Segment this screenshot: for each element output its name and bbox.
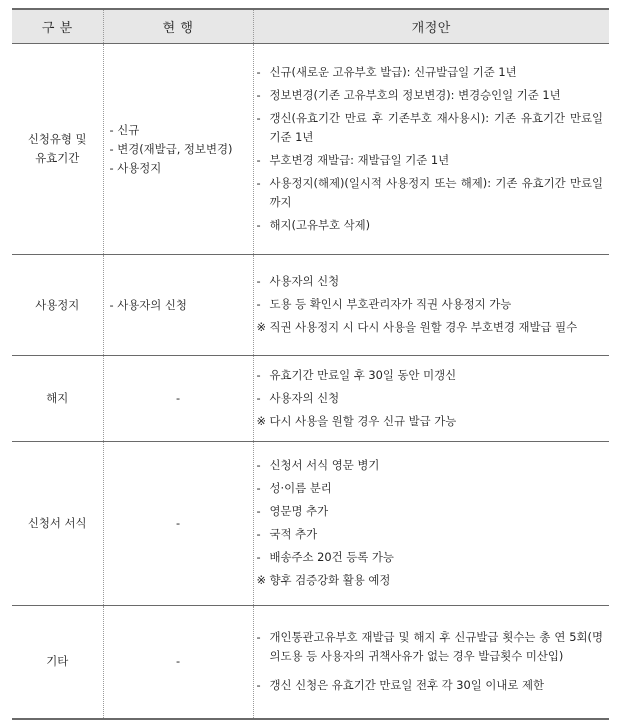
note-mark: ※: [256, 320, 267, 334]
revised-text: 갱신(유효기간 만료 후 기존부호 재사용시): 기존 유효기간 만료일 기준 1년: [269, 110, 603, 144]
current-cell: [103, 606, 253, 719]
current-item: - 사용정지: [109, 160, 162, 175]
table-row-termination: [12, 356, 609, 442]
revised-item: [257, 151, 610, 170]
revised-cell: [253, 442, 609, 606]
header-current: 현 행: [103, 9, 253, 44]
bullet-mark: -: [256, 217, 261, 232]
bullet-mark: -: [256, 677, 261, 692]
current-item: -: [175, 516, 181, 530]
category-line: 기타: [46, 654, 69, 669]
revised-item: [257, 366, 610, 385]
revised-text: 해지(고유부호 삭제): [269, 217, 371, 232]
revised-text: 배송주소 20건 등록 가능: [269, 550, 394, 564]
bullet-mark: -: [256, 550, 261, 564]
revised-item: [257, 272, 610, 291]
revised-item: [257, 109, 610, 147]
revised-cell: [253, 255, 609, 356]
bullet-mark: -: [256, 458, 261, 472]
bullet-mark: -: [256, 152, 261, 167]
bullet-mark: -: [256, 629, 261, 644]
note-mark: ※: [256, 573, 267, 587]
revised-item: [257, 318, 610, 337]
revised-item: [257, 86, 610, 105]
bullet-mark: -: [256, 504, 261, 518]
current-item: - 사용자의 신청: [109, 297, 187, 312]
revised-item: [257, 548, 610, 567]
category-line: 사용정지: [35, 297, 80, 312]
bullet-mark: -: [256, 367, 261, 382]
revised-cell: [253, 356, 609, 442]
revised-text: 직권 사용정지 시 다시 사용을 원할 경우 부호변경 재발급 필수: [269, 320, 578, 334]
category-cell: [12, 442, 103, 606]
revised-item: [257, 571, 610, 590]
bullet-mark: -: [256, 527, 261, 541]
revised-item: [257, 456, 610, 475]
revised-item: [257, 389, 610, 408]
revised-item: [257, 628, 610, 666]
revised-text: 신청서 서식 영문 병기: [269, 458, 380, 472]
revised-item: [257, 174, 610, 212]
current-cell: [103, 356, 253, 442]
bullet-mark: -: [256, 481, 261, 495]
revised-item: [257, 525, 610, 544]
category-cell: [12, 606, 103, 719]
revised-text: 국적 추가: [269, 527, 318, 541]
table-row-form: [12, 442, 609, 606]
revised-item: [257, 479, 610, 498]
comparison-table: [12, 8, 609, 720]
revised-item: [257, 502, 610, 521]
revised-text: 유효기간 만료일 후 30일 동안 미갱신: [269, 367, 457, 382]
current-item: -: [175, 391, 181, 405]
revised-text: 영문명 추가: [269, 504, 329, 518]
table-row-application-type: [12, 44, 609, 255]
current-item: - 변경(재발급, 정보변경): [109, 141, 233, 156]
header-revised: 개정안: [253, 9, 609, 44]
revised-cell: [253, 44, 609, 255]
current-cell: [103, 255, 253, 356]
category-cell: [12, 356, 103, 442]
revised-text: 도용 등 확인시 부호관리자가 직권 사용정지 가능: [269, 297, 512, 311]
revised-item: [257, 63, 610, 82]
bullet-mark: -: [256, 297, 261, 311]
revised-item: [257, 216, 610, 235]
revised-text: 사용자의 신청: [269, 274, 340, 288]
revised-item: [257, 412, 610, 431]
bullet-mark: -: [256, 110, 261, 125]
category-cell: [12, 255, 103, 356]
table-row-suspension: [12, 255, 609, 356]
revised-cell: [253, 606, 609, 719]
revised-text: 성·이름 분리: [269, 481, 332, 495]
revised-text: 향후 검증강화 활용 예정: [269, 573, 391, 587]
bullet-mark: -: [256, 87, 261, 102]
category-line: 해지: [46, 391, 69, 405]
category-line: 신청유형 및: [27, 132, 87, 146]
revised-text: 부호변경 재발급: 재발급일 기준 1년: [269, 152, 450, 167]
revised-text: 개인통관고유부호 재발급 및 해지 후 신규발급 횟수는 총 연 5회(명의도용 등 사용자의 귀책사유가 없는 경우 발급횟수 미산입): [269, 629, 603, 663]
revised-text: 다시 사용을 원할 경우 신규 발급 가능: [269, 413, 457, 428]
note-mark: ※: [256, 413, 267, 428]
revised-text: 갱신 신청은 유효기간 만료일 전후 각 30일 이내로 제한: [269, 677, 545, 692]
current-item: -: [175, 654, 181, 669]
header-category: 구 분: [12, 9, 103, 44]
bullet-mark: -: [256, 64, 261, 79]
category-line: 유효기간: [35, 151, 80, 165]
current-cell: [103, 442, 253, 606]
bullet-mark: -: [256, 390, 261, 405]
revised-item: [257, 295, 610, 314]
table-row-other: [12, 606, 609, 719]
revised-text: 사용자의 신청: [269, 390, 340, 405]
revised-text: 정보변경(기존 고유부호의 정보변경): 변경승인일 기준 1년: [269, 87, 561, 102]
revised-item: [257, 676, 610, 695]
current-item: - 신규: [109, 122, 140, 137]
revised-text: 사용정지(해제)(일시적 사용정지 또는 해제): 기존 유효기간 만료일까지: [269, 175, 603, 209]
bullet-mark: -: [256, 175, 261, 190]
current-cell: [103, 44, 253, 255]
revised-text: 신규(새로운 고유부호 발급): 신규발급일 기준 1년: [269, 64, 517, 79]
header-row: [12, 9, 609, 44]
category-line: 신청서 서식: [27, 516, 87, 530]
category-cell: [12, 44, 103, 255]
bullet-mark: -: [256, 274, 261, 288]
